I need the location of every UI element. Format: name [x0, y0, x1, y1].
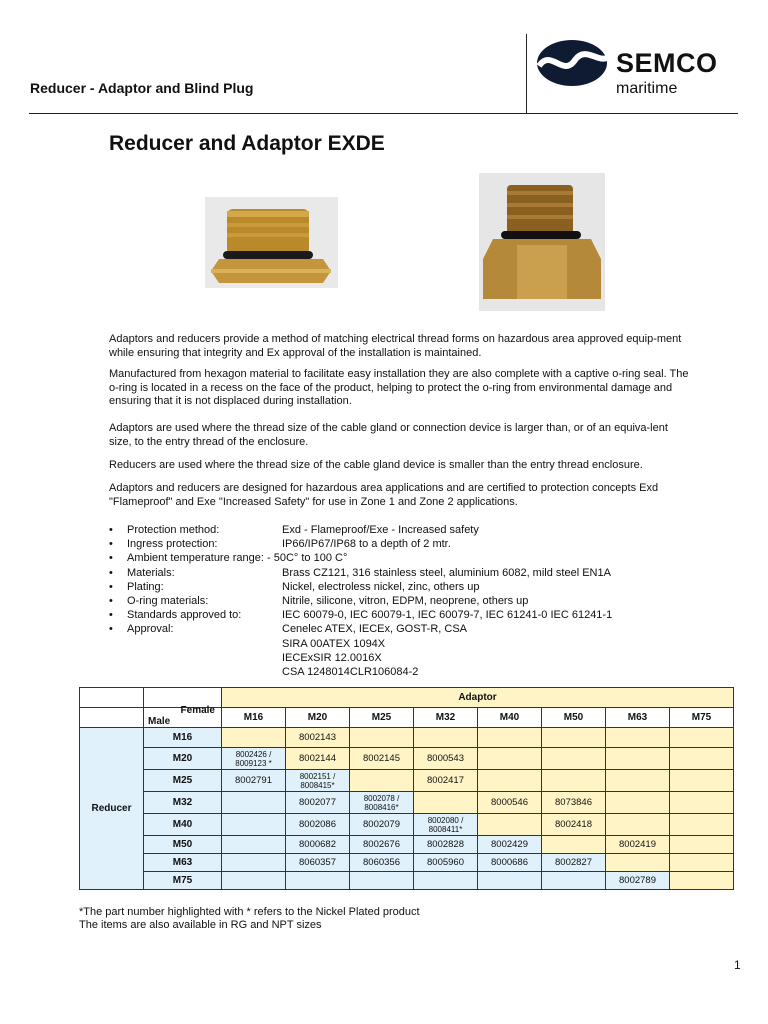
part-number-cell: [286, 872, 350, 890]
part-number-cell: [222, 872, 286, 890]
column-header-row: [80, 708, 734, 728]
part-number-cell: [350, 728, 414, 748]
header-divider: [526, 34, 527, 114]
part-number-cell: [606, 770, 670, 792]
row-header: M63: [144, 854, 222, 872]
adaptor-header: Adaptor: [222, 688, 734, 708]
part-number-cell: 8002676: [350, 836, 414, 854]
part-number-cell: [606, 792, 670, 814]
spec-item: • Approval: Cenelec ATEX, IECEx, GOST-R, CSA: [109, 623, 468, 636]
part-number-cell: 8002079: [350, 814, 414, 836]
note-sizes: The items are also available in RG and NPT sizes: [79, 919, 322, 931]
part-number-cell: [670, 872, 734, 890]
table-corner: [80, 708, 144, 728]
column-header: M50: [542, 708, 606, 728]
spec-item: • Ingress protection: IP66/IP67/IP68 to a depth of 2 mtr.: [109, 538, 451, 551]
part-number-cell: [670, 792, 734, 814]
part-number-cell: 8002078 / 8008416*: [350, 792, 414, 814]
part-number-cell: 8002077: [286, 792, 350, 814]
table-row: [80, 728, 734, 748]
adaptor-photo: [479, 173, 605, 311]
part-number-cell: [542, 770, 606, 792]
part-number-cell: [670, 748, 734, 770]
table-row: [80, 836, 734, 854]
part-number-cell: [670, 836, 734, 854]
section-title: Reducer - Adaptor and Blind Plug: [30, 80, 254, 96]
spec-item: • Standards approved to: IEC 60079-0, IEC 60079-1, IEC 60079-7, IEC 61241-0 IEC 61241-1: [109, 609, 613, 622]
part-number-cell: [478, 770, 542, 792]
part-number-cell: [670, 770, 734, 792]
paragraph-certification: Adaptors and reducers are designed for hazardous area applications and are certified to protection concepts Exd "Flameproof" and Exe "Increased Safety" for use in Zone 1 and Zone 2 applications.: [109, 482, 659, 508]
part-number-cell: [478, 728, 542, 748]
reducer-header: Reducer: [80, 728, 144, 890]
specification-list: [109, 523, 729, 679]
part-number-cell: [542, 728, 606, 748]
part-number-table: [79, 687, 734, 890]
part-number-cell: [414, 728, 478, 748]
part-number-cell: [222, 814, 286, 836]
part-number-cell: 8002419: [606, 836, 670, 854]
female-label: Female: [180, 705, 215, 716]
part-number-cell: 8002417: [414, 770, 478, 792]
spec-item-extra: IECExSIR 12.0016X: [282, 651, 382, 664]
part-number-cell: 8073846: [542, 792, 606, 814]
spec-item-extra: SIRA 00ATEX 1094X: [282, 637, 386, 650]
spec-item: • Ambient temperature range: - 50C° to 100 C°: [109, 552, 348, 565]
part-number-cell: 8002151 / 8008415*: [286, 770, 350, 792]
part-number-cell: [478, 814, 542, 836]
header-rule: [29, 113, 738, 114]
part-number-cell: [606, 728, 670, 748]
part-number-cell: [222, 836, 286, 854]
part-number-table-wrapper: [79, 687, 734, 890]
part-number-cell: 8002418: [542, 814, 606, 836]
paragraph-adaptors: Adaptors are used where the thread size of the cable gland or connection device is larger than, or of an equiva-lent size, to the entry thread of the enclosure.: [109, 422, 668, 448]
part-number-cell: 8002145: [350, 748, 414, 770]
part-number-cell: [350, 872, 414, 890]
column-header: M40: [478, 708, 542, 728]
part-number-cell: [478, 748, 542, 770]
part-number-cell: 8005960: [414, 854, 478, 872]
part-number-cell: 8002791: [222, 770, 286, 792]
female-male-header: [144, 705, 222, 728]
part-number-cell: [606, 814, 670, 836]
part-number-cell: [222, 792, 286, 814]
note-nickel: *The part number highlighted with * refers to the Nickel Plated product: [79, 906, 420, 918]
spec-item-extra: CSA 1248014CLR106084-2: [282, 666, 419, 679]
brand-sub: maritime: [616, 80, 678, 97]
column-header: M20: [286, 708, 350, 728]
part-number-cell: 8060357: [286, 854, 350, 872]
table-row: [80, 770, 734, 792]
part-number-cell: 8002080 / 8008411*: [414, 814, 478, 836]
part-number-cell: 8002827: [542, 854, 606, 872]
table-row: [80, 814, 734, 836]
spec-item: • Materials: Brass CZ121, 316 stainless steel, aluminium 6082, mild steel EN1A: [109, 566, 611, 579]
table-row: [80, 872, 734, 890]
part-number-cell: 8002144: [286, 748, 350, 770]
part-number-cell: 8002143: [286, 728, 350, 748]
part-number-cell: 8000682: [286, 836, 350, 854]
part-number-cell: 8002426 / 8009123 *: [222, 748, 286, 770]
part-number-cell: 8002789: [606, 872, 670, 890]
table-corner: [80, 688, 144, 708]
paragraph-manufacture: Manufactured from hexagon material to facilitate easy installation they are also complete with a captive o-ring seal. The o-ring is located in a recess on the face of the product, helping to protect the o-ring from environmental damage and ensuring that it is not displaced during installation.: [109, 368, 689, 407]
part-number-cell: [414, 792, 478, 814]
row-header: M16: [144, 728, 222, 748]
part-number-cell: [542, 872, 606, 890]
part-number-cell: [606, 854, 670, 872]
part-number-cell: [542, 836, 606, 854]
table-row: [80, 748, 734, 770]
column-header: M63: [606, 708, 670, 728]
part-number-cell: [222, 854, 286, 872]
column-header: M25: [350, 708, 414, 728]
column-header: M75: [670, 708, 734, 728]
part-number-cell: 8060356: [350, 854, 414, 872]
table-row: [80, 854, 734, 872]
row-header: M32: [144, 792, 222, 814]
page-number: 1: [734, 958, 741, 972]
part-number-cell: 8000546: [478, 792, 542, 814]
column-header: M32: [414, 708, 478, 728]
spec-item: • O-ring materials: Nitrile, silicone, vitron, EDPM, neoprene, others up: [109, 595, 529, 608]
spec-item: • Protection method: Exd - Flameproof/Exe - Increased safety: [109, 524, 479, 536]
reducer-photo: [205, 197, 338, 288]
part-number-cell: 8002828: [414, 836, 478, 854]
paragraph-reducers: Reducers are used where the thread size of the cable gland device is smaller than the entry thread enclosure.: [109, 459, 643, 471]
part-number-cell: [606, 748, 670, 770]
page-title: Reducer and Adaptor EXDE: [109, 132, 385, 155]
table-row: [80, 792, 734, 814]
part-number-cell: [542, 748, 606, 770]
spec-item: • Plating: Nickel, electroless nickel, zinc, others up: [109, 580, 480, 593]
part-number-cell: 8002429: [478, 836, 542, 854]
row-header: M50: [144, 836, 222, 854]
part-number-cell: [222, 728, 286, 748]
part-number-cell: 8002086: [286, 814, 350, 836]
part-number-cell: [414, 872, 478, 890]
row-header: M20: [144, 748, 222, 770]
paragraph-intro: Adaptors and reducers provide a method of matching electrical thread forms on hazardous area approved equip-ment while ensuring that integrity and Ex approval of the installation is maintained.: [109, 333, 682, 359]
part-number-cell: 8000543: [414, 748, 478, 770]
part-number-cell: [670, 728, 734, 748]
part-number-cell: [478, 872, 542, 890]
column-header: M16: [222, 708, 286, 728]
brand-name: SEMCO: [616, 48, 718, 78]
part-number-cell: 8000686: [478, 854, 542, 872]
part-number-cell: [350, 770, 414, 792]
male-label: Male: [148, 716, 171, 727]
row-header: M40: [144, 814, 222, 836]
row-header: M25: [144, 770, 222, 792]
part-number-cell: [670, 854, 734, 872]
row-header: M75: [144, 872, 222, 890]
part-number-cell: [670, 814, 734, 836]
